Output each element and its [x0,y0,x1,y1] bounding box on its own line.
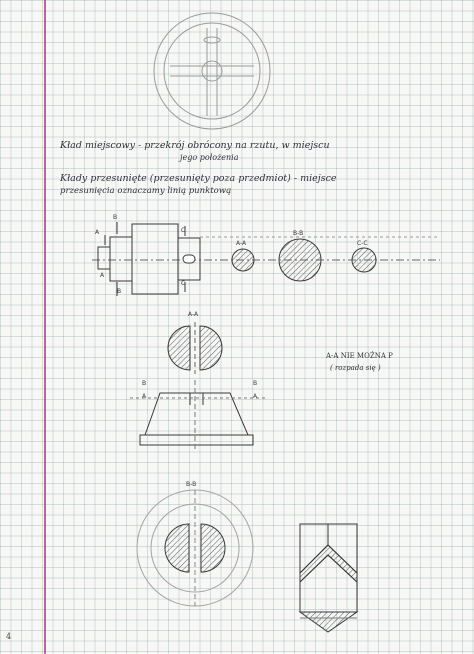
shape-mark-a-left: A [142,393,147,400]
bottom-wheel-drawing [137,490,253,606]
shape-mark-a-right: A [253,393,258,400]
warning-line-2: ( rozpada się ) [330,364,381,372]
section-cc-circle [352,248,376,272]
page-number: 4 [6,632,12,641]
shape-mark-b-left: B [142,380,147,387]
note-local-section-cont: jego położenia [180,153,239,162]
section-aa-circle [232,249,254,271]
note-shifted-sections-cont: przesunięcia oznaczamy linią punktową [60,186,232,196]
cut-mark-c-top: C [181,227,186,234]
label-section-bb: B-B [293,230,304,237]
cut-mark-c-bottom: C [181,280,186,287]
title-wheel-section-bb: B-B [186,481,197,488]
title-split-section-aa: A-A [188,311,199,318]
cut-mark-b-top: B [113,214,118,221]
trapezoid-part [130,380,265,450]
cut-mark-b-bottom: B [117,288,122,295]
cut-mark-a-top: A [95,229,100,236]
label-section-cc: C-C [357,240,368,247]
warning-line-1: A-A NIE MOŻNA P [326,352,393,360]
split-section-aa [168,322,222,374]
top-wheel-drawing [154,13,270,129]
section-bb-circle [279,239,321,281]
shape-mark-b-right: B [253,380,258,387]
prism-drawing [300,524,357,632]
cut-mark-a-bottom: A [100,272,105,279]
label-section-aa: A-A [236,240,247,247]
note-local-section: Kład miejscowy - przekrój obrócony na rzutu, w miejscu [60,140,330,151]
shaft-drawing [92,222,440,296]
note-shifted-sections: Kłady przesunięte (przesunięty poza przedmiot) - miejsce [60,173,337,184]
